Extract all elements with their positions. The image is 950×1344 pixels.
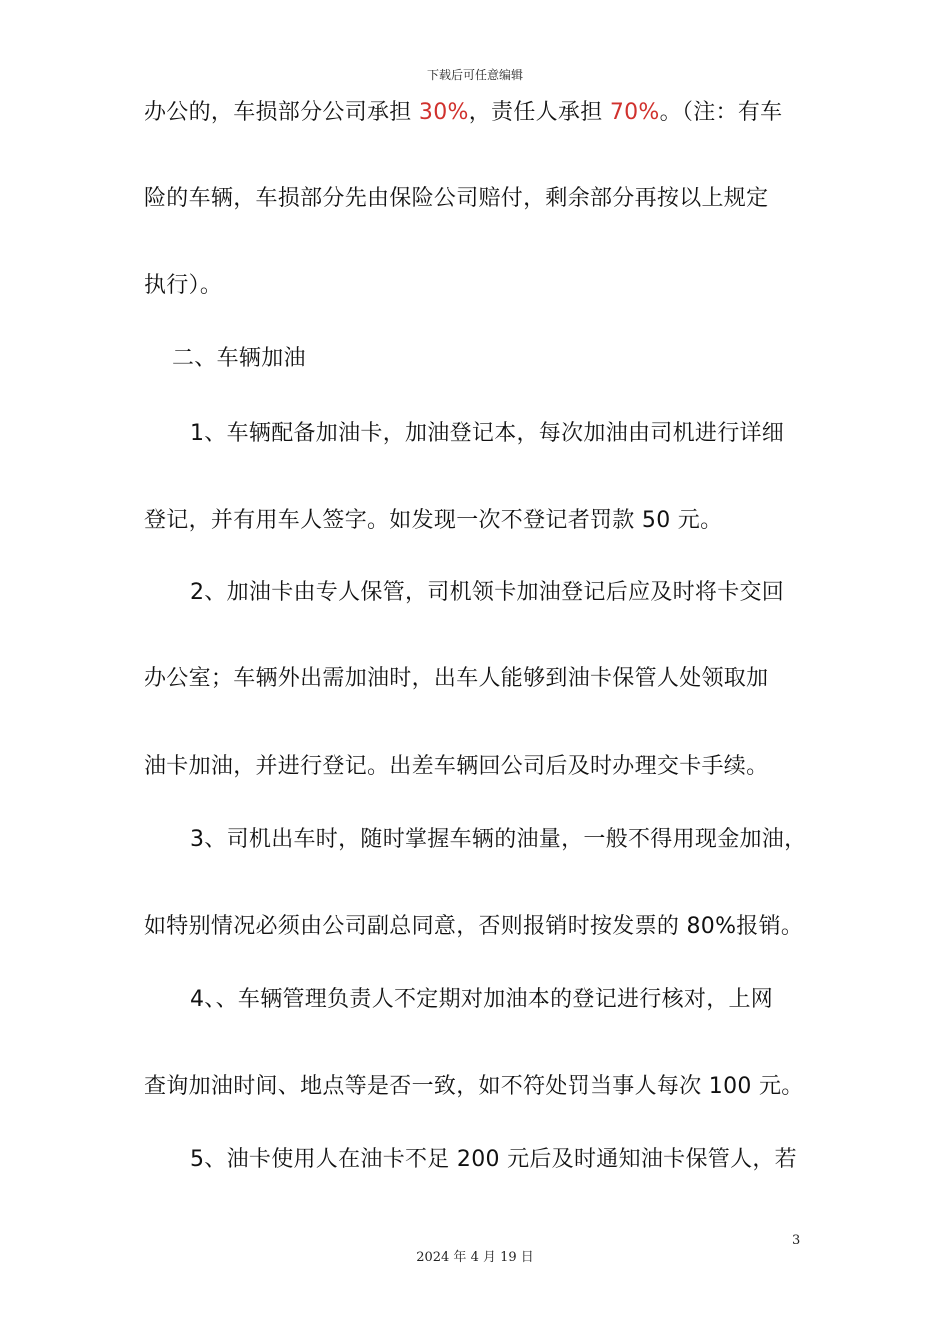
item-1-line-b: 登记，并有用车人签字。如发现一次不登记者罚款 50 元。	[144, 508, 723, 533]
person-share-percent: 70%	[609, 100, 660, 125]
item-3-line-a: 3、司机出车时，随时掌握车辆的油量，一般不得用现金加油，	[190, 827, 807, 852]
section-heading: 二、车辆加油	[172, 346, 306, 371]
header-note: 下载后可任意编辑	[426, 68, 523, 82]
item-4-line-b: 查询加油时间、地点等是否一致，如不符处罚当事人每次 100 元。	[144, 1074, 804, 1099]
company-share-percent: 30%	[418, 100, 469, 125]
item-3-line-b: 如特别情况必须由公司副总同意，否则报销时按发票的 80%报销。	[144, 914, 804, 939]
item-5-line-a: 5、油卡使用人在油卡不足 200 元后及时通知油卡保管人，若	[190, 1147, 797, 1172]
body-line-3: 执行）。	[144, 273, 223, 298]
item-2-line-a: 2、加油卡由专人保管，司机领卡加油登记后应及时将卡交回	[190, 580, 785, 605]
body-line-1-part3: 。（注：有车	[659, 100, 783, 125]
item-1-line-a: 1、车辆配备加油卡，加油登记本，每次加油由司机进行详细	[190, 421, 785, 446]
item-2-line-c: 油卡加油，并进行登记。出差车辆回公司后及时办理交卡手续。	[144, 754, 769, 779]
footer-date: 2024 年 4 月 19 日	[416, 1250, 534, 1265]
item-2-line-b: 办公室；车辆外出需加油时，出车人能够到油卡保管人处领取加	[144, 666, 769, 691]
body-line-1	[144, 98, 824, 128]
page-number: 3	[792, 1233, 801, 1248]
body-line-1-part2: ，责任人承担	[468, 100, 610, 125]
body-line-2: 险的车辆，车损部分先由保险公司赔付，剩余部分再按以上规定	[144, 186, 769, 211]
body-line-1-part1: 办公的，车损部分公司承担	[144, 100, 419, 125]
item-4-line-a: 4、、车辆管理负责人不定期对加油本的登记进行核对，上网	[190, 987, 774, 1012]
